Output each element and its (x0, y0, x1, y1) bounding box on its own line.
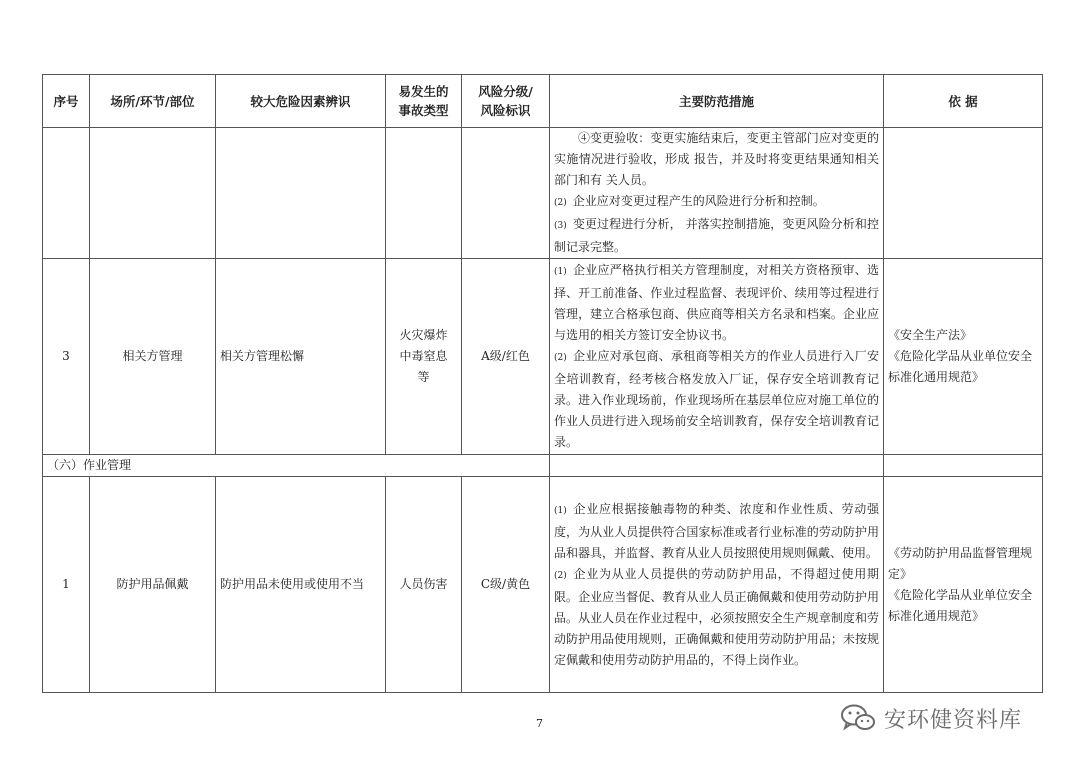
measure-item: (2) 企业应对承包商、承租商等相关方的作业人员进行入厂安全培训教育，经考核合格发放入厂证，保存安全培训教育记录。进入作业现场前，作业现场所在基层单位应对施工单位的作业人员进行进入现场前安全培训教育，保存安全培训教育记录。 (554, 349, 879, 449)
section-empty-cell (884, 455, 1043, 477)
cell-seq: 3 (43, 259, 90, 455)
header-accident (386, 75, 462, 128)
header-risk (462, 75, 550, 128)
basis-item: 《安全生产法》 (888, 328, 973, 342)
watermark-text: 安环健资料库 (884, 707, 1023, 733)
cell-place: 相关方管理 (90, 259, 216, 455)
section-row (43, 455, 1043, 477)
cell-seq (43, 128, 90, 259)
section-title: （六）作业管理 (43, 455, 550, 477)
cell-risk: C级/黄色 (462, 477, 550, 693)
header-accident-line1: 易发生的 (398, 84, 449, 99)
table-row (43, 259, 1043, 455)
header-seq: 序号 (43, 75, 90, 128)
cell-seq: 1 (43, 477, 90, 693)
cell-measures (550, 477, 884, 693)
header-risk-line1: 风险分级/ (478, 84, 533, 99)
table-row (43, 128, 1043, 259)
measure-item: (2) 企业为从业人员提供的劳动防护用品，不得超过使用期限。企业应当督促、教育从业人员正确佩戴和使用劳动防护用品。从业人员在作业过程中，必须按照安全生产规章制度和劳动防护用品使用规则，正确佩戴和使用劳动防护用品；未按规定佩戴和使用劳动防护用品的，不得上岗作业。 (554, 566, 879, 667)
table-header-row (43, 75, 1043, 128)
cell-basis (884, 259, 1043, 455)
measure-item: (1) 企业应严格执行相关方管理制度，对相关方资格预审、选择、开工前准备、作业过程监督、表现评价、续用等过程进行管理，建立合格承包商、供应商等相关方名录和档案。企业应与选用的相关方签订安全协议书。 (554, 263, 879, 342)
cell-accident: 火灾爆炸中毒窒息等 (386, 259, 462, 455)
cell-place (90, 128, 216, 259)
cell-place: 防护用品佩戴 (90, 477, 216, 693)
cell-measures (550, 259, 884, 455)
measure-item: ④变更验收：变更实施结束后，变更主管部门应对变更的实施情况进行验收，形成 报告，并及时将变更结果通知相关部门和有 关人员。 (554, 131, 879, 187)
cell-hazard: 防护用品未使用或使用不当 (216, 477, 386, 693)
table-row (43, 477, 1043, 693)
header-hazard: 较大危险因素辨识 (216, 75, 386, 128)
section-empty-cell (550, 455, 884, 477)
cell-risk: A级/红色 (462, 259, 550, 455)
cell-hazard (216, 128, 386, 259)
wechat-icon (840, 703, 876, 733)
watermark (840, 700, 1022, 736)
cell-basis (884, 477, 1043, 693)
cell-measures (550, 128, 884, 259)
cell-accident (386, 128, 462, 259)
cell-accident: 人员伤害 (386, 477, 462, 693)
measure-item: (3) 变更过程进行分析， 并落实控制措施，变更风险分析和控制记录完整。 (554, 217, 879, 254)
basis-item: 《危险化学品从业单位安全标准化通用规范》 (888, 349, 1033, 384)
measure-item: (2) 企业应对变更过程产生的风险进行分析和控制。 (554, 194, 825, 208)
cell-basis (884, 128, 1043, 259)
cell-risk (462, 128, 550, 259)
basis-item: 《劳动防护用品监督管理规定》 (888, 545, 1033, 581)
page-number: 7 (536, 717, 543, 730)
cell-hazard: 相关方管理松懈 (216, 259, 386, 455)
header-place: 场所/环节/部位 (90, 75, 216, 128)
basis-item: 《危险化学品从业单位安全标准化通用规范》 (888, 587, 1033, 623)
header-risk-line2: 风险标识 (480, 103, 531, 118)
header-measures: 主要防范措施 (550, 75, 884, 128)
hazard-table (42, 74, 1043, 693)
header-basis: 依 据 (884, 75, 1043, 128)
measure-item: (1) 企业应根据接触毒物的种类、浓度和作业性质、劳动强度，为从业人员提供符合国家标准或者行业标准的劳动防护用品和器具，并监督、教育从业人员按照使用规则佩戴、使用。 (554, 501, 879, 560)
header-accident-line2: 事故类型 (398, 103, 449, 118)
